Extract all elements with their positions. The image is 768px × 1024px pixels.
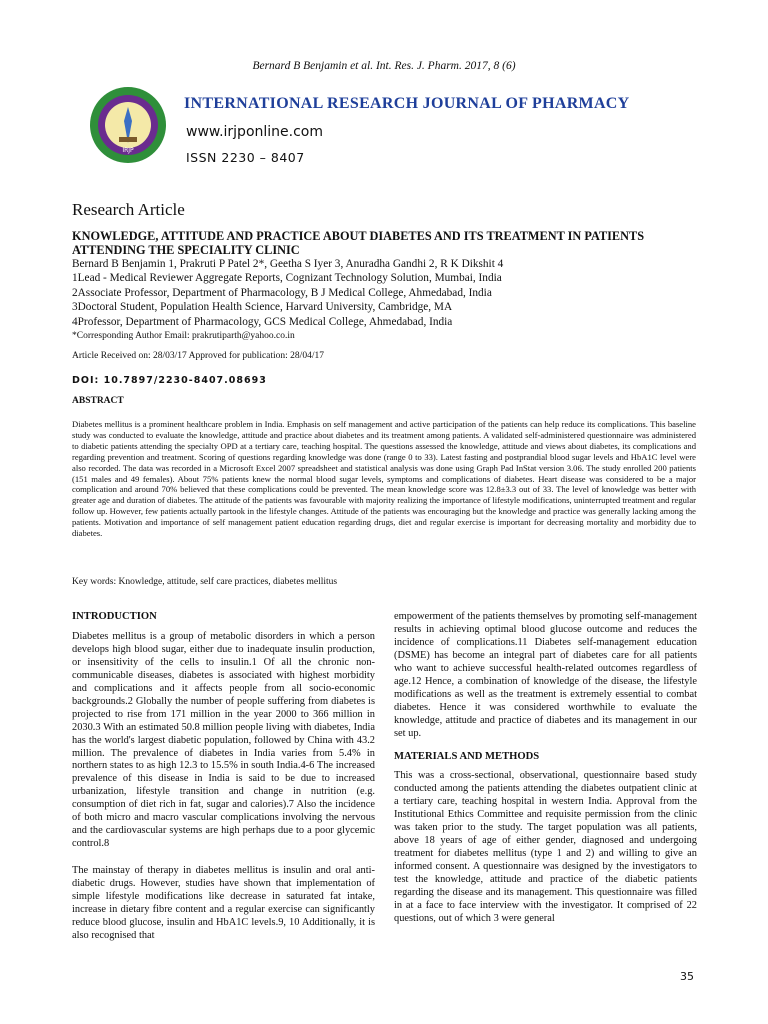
journal-title: INTERNATIONAL RESEARCH JOURNAL OF PHARMACY: [184, 95, 630, 112]
methods-heading: MATERIALS AND METHODS: [394, 750, 540, 762]
journal-issn: ISSN 2230 – 8407: [186, 150, 305, 165]
keywords-list: : Knowledge, attitude, self care practices, diabetes mellitus: [113, 577, 338, 587]
article-title: KNOWLEDGE, ATTITUDE AND PRACTICE ABOUT DIABETES AND ITS TREATMENT IN PATIENTS ATTENDING THE SPECIALITY CLINIC: [72, 229, 645, 257]
methods-paragraph-1: This was a cross-sectional, observational, questionnaire based study conducted among the patients attending the diabetes outpatient clinic at a tertiary care, teaching hospital in western India. Approval from the Institutional Ethics Committee and requisite permission from the clinic was taken prior to the study. The target population was all patients, above 18 years of age of either gender, diagnosed and undergoing treatment for diabetes mellitus (type 1 and 2) and willing to give an informed consent. A questionnaire was designed by the investigators to test the knowledge, attitude and practice of the diabetic patients regarding the disease and its management. This questionnaire was filled in at a face to face interview with the investigator. It comprised of 22 questions, out of which 3 were general: [394, 770, 697, 924]
introduction-heading: INTRODUCTION: [72, 611, 157, 622]
abstract-heading: ABSTRACT: [72, 396, 124, 406]
running-head: Bernard B Benjamin et al. Int. Res. J. Pharm. 2017, 8 (6): [252, 60, 516, 72]
abstract-text: Diabetes mellitus is a prominent healthcare problem in India. Emphasis on self management and active participation of the patients can help reduce its complications. This baseline study was conducted to evaluate the knowledge, attitude and practice about diabetes and its treatment among patients. A validated self-administered questionnaire was administered to diabetic patients attending the specialty OPD at a tertiary care, teaching hospital. The questions assessed the knowledge, attitude and views about diabetes, its complications and regarding prevention and treatment. Scoring of questions regarding knowledge was done (range 0 to 33). Latest fasting and postprandial blood sugar levels and HbA1C level were also recorded. The data was recorded in a Microsoft Excel 2007 spreadsheet and statistical analysis was done using Graph Pad InStat version 3.06. The study enrolled 200 patients (151 males and 49 females). About 75% patients knew the normal blood sugar levels, symptoms and complications of diabetes. Heart disease was considered to be a major complication and around 70% believed that these complications could be prevented. The mean knowledge score was 12.8±3.3 out of 33. The level of knowledge was better with greater age and duration of diabetes. The attitude of the patients was favourable with majority realizing the importance of lifestyle modifications, uninterrupted treatment and regular follow up. However, few patients actually partook in the lifestyle changes. Attitude of the patients was encouraging but the knowledge and practice was generally lacking among the patients. Motivation and importance of self management patient education regarding drugs, diet and regular exercise is important for decreasing mortality and morbidity due to diabetes.: [72, 419, 696, 539]
page-number: 35: [680, 970, 694, 983]
corresponding-author: *Corresponding Author Email: prakrutiparth@yahoo.co.in: [72, 331, 295, 342]
received-dates: Article Received on: 28/03/17 Approved for publication: 28/04/17: [72, 351, 324, 361]
intro-paragraph-3: empowerment of the patients themselves by promoting self-management results in achieving optimal blood glucose outcome and reduces the incidence of complications.11 Diabetes self-management education (DSME) has become an integral part of diabetes care for all patients who want to achieve successful health-related outcomes regardless of age.12 Hence, a combination of knowledge of the disease, the lifestyle modifications as well as the treatment is extremely essential to combat diabetes. Hence it was considered worthwhile to evaluate the knowledge, attitude and practice of diabetes and its management in our set up.: [394, 611, 697, 739]
intro-paragraph-1: Diabetes mellitus is a group of metabolic disorders in which a person develops high blood sugar, either due to inadequate insulin production, or insensitivity of the cells to insulin.1 Of all the chronic non-communicable diseases, diabetes is associated with highest morbidity and complications and it affects people from all socio-economic backgrounds.2 Globally the number of people suffering from diabetes is projected to rise from 171 million in the year 2000 to 366 million in 2030.3 With an estimated 50.8 million people living with diabetes, India has the world's largest diabetic population, followed by China with 43.2 million. The prevalence of diabetes in India varies from 5.4% in northern states to as high 12.3 to 15.5% in south India.4-6 The increased prevalence of this disease in India is said to be due to increased urbanization, lifestyle transition and change in nutrition (e.g. consumption of diet rich in fat, sugar and calories).7 Also the incidence of both micro and macro vascular complications involving the nervous and the cardiovascular systems are high perhaps due to a poor glycemic control.8: [72, 630, 375, 850]
author-block: [72, 257, 700, 343]
article-type: Research Article: [72, 200, 185, 219]
doi[interactable]: DOI: 10.7897/2230-8407.08693: [72, 375, 267, 386]
journal-url[interactable]: www.irjponline.com: [186, 124, 323, 140]
affiliation-1: 1Lead - Medical Reviewer Aggregate Reports, Cognizant Technology Solution, Mumbai, India: [72, 272, 502, 285]
logo-initials: IRJP: [122, 147, 134, 154]
affiliation-4: 4Professor, Department of Pharmacology, GCS Medical College, Ahmedabad, India: [72, 315, 453, 328]
journal-logo-icon: [88, 85, 168, 165]
left-column: [72, 611, 375, 943]
intro-paragraph-2: The mainstay of therapy in diabetes mellitus is insulin and oral anti-diabetic drugs. However, studies have shown that implementation of simple lifestyle modifications like decrease in saturated fat intake, increase in dietary fibre content and a regular exercise can significantly reduce blood glucose, insulin and HbA1C levels.9, 10 Additionally, it is also recognised that: [72, 865, 375, 941]
keywords-label: Key words: [72, 577, 114, 587]
authors: Bernard B Benjamin 1, Prakruti P Patel 2*, Geetha S Iyer 3, Anuradha Gandhi 2, R K Dikshit 4: [72, 258, 504, 270]
right-column: [394, 611, 697, 926]
affiliation-2: 2Associate Professor, Department of Pharmacology, B J Medical College, Ahmedabad, India: [72, 286, 492, 299]
keywords: [72, 577, 337, 587]
affiliation-3: 3Doctoral Student, Population Health Science, Harvard University, Cambridge, MA: [72, 301, 453, 314]
